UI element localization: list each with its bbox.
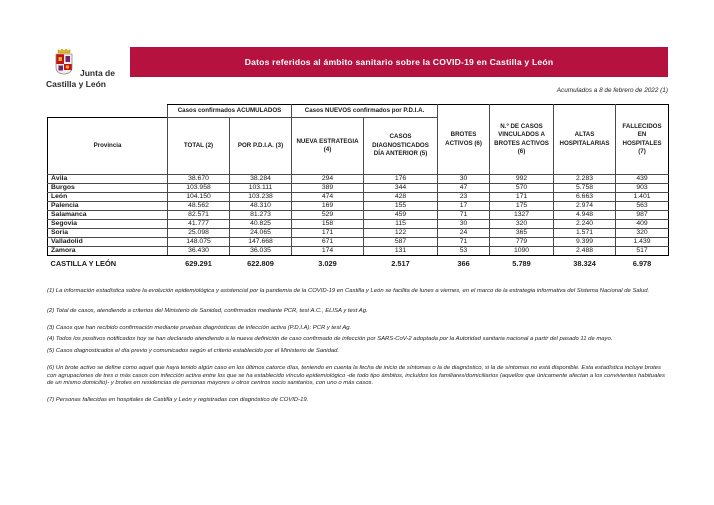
table-row	[48, 238, 669, 247]
total-nueva: 3.029	[318, 259, 337, 268]
footnote-3: (3) Casos que han recibido confirmación mediante pruebas diagnósticas de infección activa (P.D.I.A): PCR y test Ag.	[47, 324, 352, 331]
value-cell: 6.663	[554, 193, 616, 202]
value-cell: 41.777	[168, 220, 230, 229]
table-row	[48, 220, 669, 229]
value-cell: 517	[616, 247, 669, 256]
province-cell: Ávila	[48, 175, 168, 184]
value-cell: 587	[364, 238, 438, 247]
value-cell: 320	[616, 229, 669, 238]
footnote-4: (4) Todos los positivos notificados hoy se han declarado atendiendo a la nueva definición de caso confirmado de infección por SARS-CoV-2 adoptada por la Autoridad sanitaria nacional a partir del pasado 11 de mayo.	[47, 336, 613, 343]
value-cell: 2.283	[554, 175, 616, 184]
value-cell: 439	[616, 175, 669, 184]
value-cell: 17	[438, 202, 490, 211]
group-header-new-cases: Casos NUEVOS confirmados por P.D.I.A.	[292, 105, 438, 118]
table-row	[48, 247, 669, 256]
value-cell: 53	[438, 247, 490, 256]
date-subtitle: Acumulados a 8 de febrero de 2022 (1)	[556, 87, 668, 94]
value-cell: 671	[292, 238, 364, 247]
total-total: 629.291	[185, 259, 212, 268]
col-header-fallecidos: FALLECIDOS EN HOSPITALES (7)	[616, 105, 669, 175]
value-cell: 25.098	[168, 229, 230, 238]
value-cell: 115	[364, 220, 438, 229]
value-cell: 1.571	[554, 229, 616, 238]
col-header-altas: ALTAS HOSPITALARIAS	[554, 105, 616, 175]
value-cell: 131	[364, 247, 438, 256]
value-cell: 389	[292, 184, 364, 193]
value-cell: 459	[364, 211, 438, 220]
value-cell: 82.571	[168, 211, 230, 220]
value-cell: 48.562	[168, 202, 230, 211]
total-vinculados: 5.789	[512, 259, 531, 268]
col-header-pdia: POR P.D.I.A. (3)	[230, 118, 292, 175]
value-cell: 171	[490, 193, 554, 202]
total-altas: 38.324	[573, 259, 596, 268]
value-cell: 30	[438, 175, 490, 184]
value-cell: 36.035	[230, 247, 292, 256]
value-cell: 474	[292, 193, 364, 202]
value-cell: 2.488	[554, 247, 616, 256]
value-cell: 47	[438, 184, 490, 193]
group-header-accumulated: Casos confirmados ACUMULADOS	[168, 105, 292, 118]
title-bar	[130, 47, 668, 77]
value-cell: 992	[490, 175, 554, 184]
value-cell: 24.065	[230, 229, 292, 238]
footnote-6: (6) Un brote activo se define como aquel que haya tenido algún caso en los últimos catorce días, teniendo en cuenta la fecha de inicio de síntomas o la de diagnóstico, si la de síntomas no está disponible. Esta estadística incluye brotes con agrupaciones de tres o más casos con infección activa entre los que se ha establecido vínculo epidemiológico -de todo tipo ámbitos, incluidos los familiares/domiciliarios (aquellos que únicamente afectan a los convivientes habituales de un mismo domicilio)- y brotes en residencias de personas mayores u otros centros socio sanitarios, con uno o más casos.	[47, 364, 665, 387]
table-row	[48, 193, 669, 202]
value-cell: 158	[292, 220, 364, 229]
footnote-5: (5) Casos diagnosticados el día previo y comunicados según el criterio establecido por el Ministerio de Sanidad.	[47, 348, 340, 355]
total-fallecidos: 6.978	[632, 259, 652, 268]
value-cell: 320	[490, 220, 554, 229]
value-cell: 103.238	[230, 193, 292, 202]
value-cell: 174	[292, 247, 364, 256]
value-cell: 103.958	[168, 184, 230, 193]
value-cell: 175	[490, 202, 554, 211]
data-table	[47, 104, 669, 271]
value-cell: 365	[490, 229, 554, 238]
logo-text-line1: Junta de	[80, 68, 115, 78]
header-corner-empty	[48, 105, 168, 118]
value-cell: 344	[364, 184, 438, 193]
table-row	[48, 175, 669, 184]
value-cell: 122	[364, 229, 438, 238]
province-cell: Burgos	[48, 184, 168, 193]
province-cell: Palencia	[48, 202, 168, 211]
table-row	[48, 184, 669, 193]
value-cell: 2.240	[554, 220, 616, 229]
value-cell: 294	[292, 175, 364, 184]
value-cell: 30	[438, 220, 490, 229]
value-cell: 2.974	[554, 202, 616, 211]
value-cell: 48.310	[230, 202, 292, 211]
col-header-diagnosticados: CASOS DIAGNOSTICADOS DÍA ANTERIOR (5)	[364, 118, 438, 175]
value-cell: 563	[616, 202, 669, 211]
table-row	[48, 211, 669, 220]
value-cell: 1.401	[616, 193, 669, 202]
value-cell: 147.668	[230, 238, 292, 247]
logo-text-line2: Castilla y León	[46, 79, 106, 89]
value-cell: 148.075	[168, 238, 230, 247]
value-cell: 155	[364, 202, 438, 211]
value-cell: 169	[292, 202, 364, 211]
value-cell: 5.758	[554, 184, 616, 193]
value-cell: 24	[438, 229, 490, 238]
footnotes	[47, 288, 665, 405]
col-header-nueva-estrategia: NUEVA ESTRATEGIA (4)	[292, 118, 364, 175]
total-diag: 2.517	[391, 259, 410, 268]
total-row	[48, 256, 669, 272]
province-cell: León	[48, 193, 168, 202]
value-cell: 71	[438, 238, 490, 247]
value-cell: 103.111	[230, 184, 292, 193]
value-cell: 23	[438, 193, 490, 202]
province-cell: Salamanca	[48, 211, 168, 220]
col-header-total: TOTAL (2)	[168, 118, 230, 175]
province-cell: Valladolid	[48, 238, 168, 247]
footnote-7: (7) Personas fallecidas en hospitales de Castilla y León y registradas con diagnóstico de COVID-19.	[47, 397, 309, 404]
col-header-provincia: Provincia	[48, 118, 168, 175]
value-cell: 81.273	[230, 211, 292, 220]
value-cell: 529	[292, 211, 364, 220]
value-cell: 104.150	[168, 193, 230, 202]
value-cell: 1090	[490, 247, 554, 256]
footnote-2: (2) Total de casos, atendiendo a criterios del Ministerio de Sanidad, confirmados mediante PCR, test A.C., ELISA y test Ag.	[47, 307, 368, 314]
total-brotes: 366	[457, 259, 470, 268]
value-cell: 36.430	[168, 247, 230, 256]
value-cell: 38.670	[168, 175, 230, 184]
province-cell: Zamora	[48, 247, 168, 256]
value-cell: 570	[490, 184, 554, 193]
value-cell: 1.439	[616, 238, 669, 247]
table-body	[48, 175, 669, 256]
total-label: CASTILLA Y LEÓN	[50, 259, 117, 268]
value-cell: 9.399	[554, 238, 616, 247]
footnote-1: (1) La información estadística sobre la evolución epidemiológica y asistencial por la pandemia de la COVID-19 en Castilla y León se facilita de lunes a viernes, en el marco de la estrategia informativa del Sistema Nacional de Salud.	[47, 288, 650, 294]
value-cell: 409	[616, 220, 669, 229]
junta-logo	[44, 48, 144, 98]
value-cell: 40.825	[230, 220, 292, 229]
value-cell: 903	[616, 184, 669, 193]
table-row	[48, 229, 669, 238]
value-cell: 176	[364, 175, 438, 184]
value-cell: 71	[438, 211, 490, 220]
total-pdia: 622.809	[247, 259, 274, 268]
col-header-brotes: BROTES ACTIVOS (6)	[438, 105, 490, 175]
value-cell: 38.284	[230, 175, 292, 184]
value-cell: 4.948	[554, 211, 616, 220]
table-row	[48, 202, 669, 211]
col-header-vinculados: N.º DE CASOS VINCULADOS A BROTES ACTIVOS (6)	[490, 105, 554, 175]
value-cell: 1327	[490, 211, 554, 220]
value-cell: 779	[490, 238, 554, 247]
province-cell: Soria	[48, 229, 168, 238]
value-cell: 428	[364, 193, 438, 202]
covid-data-table	[47, 104, 668, 271]
value-cell: 987	[616, 211, 669, 220]
province-cell: Segovia	[48, 220, 168, 229]
page-title: Datos referidos al ámbito sanitario sobre la COVID-19 en Castilla y León	[244, 57, 554, 67]
value-cell: 171	[292, 229, 364, 238]
